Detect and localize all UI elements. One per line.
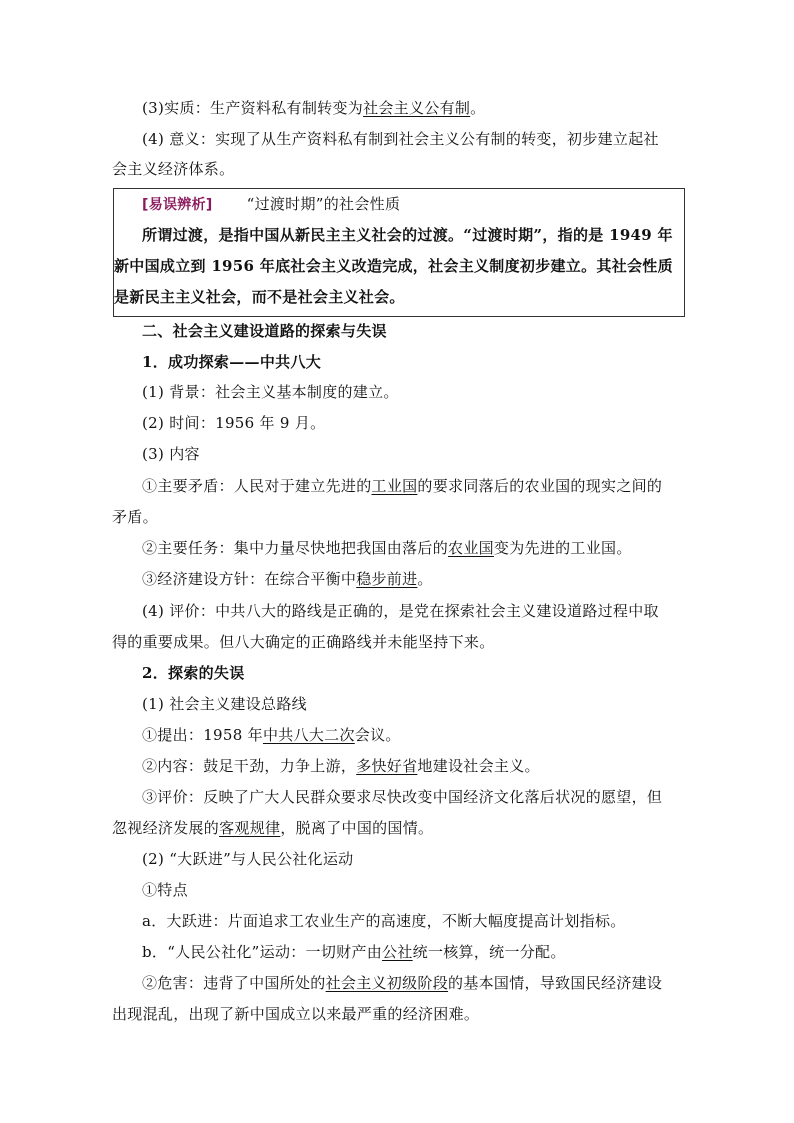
- task-line: [112, 538, 684, 558]
- harm-line-2: 出现混乱，出现了新中国成立以来最严重的经济困难。: [112, 1005, 480, 1023]
- text: b．“人民公社化”运动：一切财产由: [142, 943, 383, 961]
- policy-line: [112, 569, 684, 589]
- time-line: (2) 时间：1956 年 9 月。: [142, 414, 326, 432]
- note-line-1: 所谓过渡，是指中国从新民主主义社会的过渡。“过渡时期”，指的是 1949 年: [142, 226, 673, 244]
- underlined-term: 中共八大二次: [262, 726, 355, 744]
- significance-line-2: 会主义经济体系。: [112, 160, 235, 178]
- underlined-term: 客观规律: [219, 819, 281, 837]
- contradiction-line-1: [112, 476, 684, 496]
- text: 的基本国情，导致国民经济建设: [448, 974, 663, 992]
- text: (3)实质：生产资料私有制转变为: [142, 99, 364, 117]
- leap-heading: (2) “大跃进”与人民公社化运动: [142, 850, 354, 868]
- underlined-term: 工业国: [371, 477, 418, 495]
- text: 地建设社会主义。: [417, 757, 540, 775]
- text: 会议。: [354, 726, 401, 744]
- section-heading: 二、社会主义建设道路的探索与失误: [142, 322, 387, 340]
- text: 忽视经济发展的: [112, 819, 220, 837]
- text: ②危害：违背了中国所处的: [142, 974, 326, 992]
- underlined-term: 多快好省: [356, 757, 418, 775]
- text: 统一核算，统一分配。: [412, 943, 566, 961]
- underlined-term: 公社: [382, 943, 413, 961]
- note-header: [112, 194, 684, 215]
- harm-line-1: [112, 973, 684, 993]
- text: ①主要矛盾：人民对于建立先进的: [142, 477, 372, 495]
- feature-a: a．大跃进：片面追求工农业生产的高速度，不断大幅度提高计划指标。: [142, 912, 626, 930]
- underlined-term: 社会主义公有制: [363, 99, 471, 117]
- part1-heading: 1．成功探索——中共八大: [142, 353, 322, 371]
- note-line-3: 是新民主主义社会，而不是社会主义社会。: [114, 288, 405, 306]
- general-eval-line-2: [112, 818, 684, 838]
- general-content-line: [112, 756, 684, 776]
- text: 。: [470, 99, 486, 117]
- text: ①提出：1958 年: [142, 726, 263, 744]
- text: ③经济建设方针：在综合平衡中: [142, 570, 357, 588]
- content-line: (3) 内容: [142, 445, 200, 463]
- text: 。: [417, 570, 433, 588]
- features-heading: ①特点: [142, 881, 188, 899]
- feature-b: [112, 942, 684, 962]
- proposed-line: [112, 725, 684, 745]
- contradiction-line-2: 矛盾。: [112, 508, 158, 526]
- text: ②主要任务：集中力量尽快地把我国由落后的: [142, 539, 449, 557]
- essence-line: [112, 98, 684, 118]
- background-line: (1) 背景：社会主义基本制度的建立。: [142, 383, 399, 401]
- part2-heading: 2．探索的失误: [142, 664, 245, 682]
- note-tag: [易误辨析]: [142, 197, 213, 213]
- evaluation-line-1: (4) 评价：中共八大的路线是正确的，是党在探索社会主义建设道路过程中取: [142, 602, 659, 620]
- text: 的要求同落后的农业国的现实之间的: [417, 477, 663, 495]
- evaluation-line-2: 得的重要成果。但八大确定的正确路线并未能坚持下来。: [112, 633, 495, 651]
- underlined-term: 农业国: [448, 539, 494, 557]
- underlined-term: 社会主义初级阶段: [325, 974, 449, 992]
- text: ②内容：鼓足干劲，力争上游，: [142, 757, 357, 775]
- note-title: “过渡时期”的社会性质: [246, 195, 401, 213]
- significance-line-1: (4) 意义：实现了从生产资料私有制到社会主义公有制的转变，初步建立起社: [142, 130, 659, 148]
- note-line-2: 新中国成立到 1956 年底社会主义改造完成，社会主义制度初步建立。其社会性质: [114, 257, 673, 275]
- underlined-term: 稳步前进: [356, 570, 418, 588]
- general-eval-line-1: ③评价：反映了广大人民群众要求尽快改变中国经济文化落后状况的愿望，但: [142, 788, 663, 806]
- general-line-heading: (1) 社会主义建设总路线: [142, 695, 307, 713]
- text: ，脱离了中国的国情。: [280, 819, 434, 837]
- text: 变为先进的工业国。: [493, 539, 632, 557]
